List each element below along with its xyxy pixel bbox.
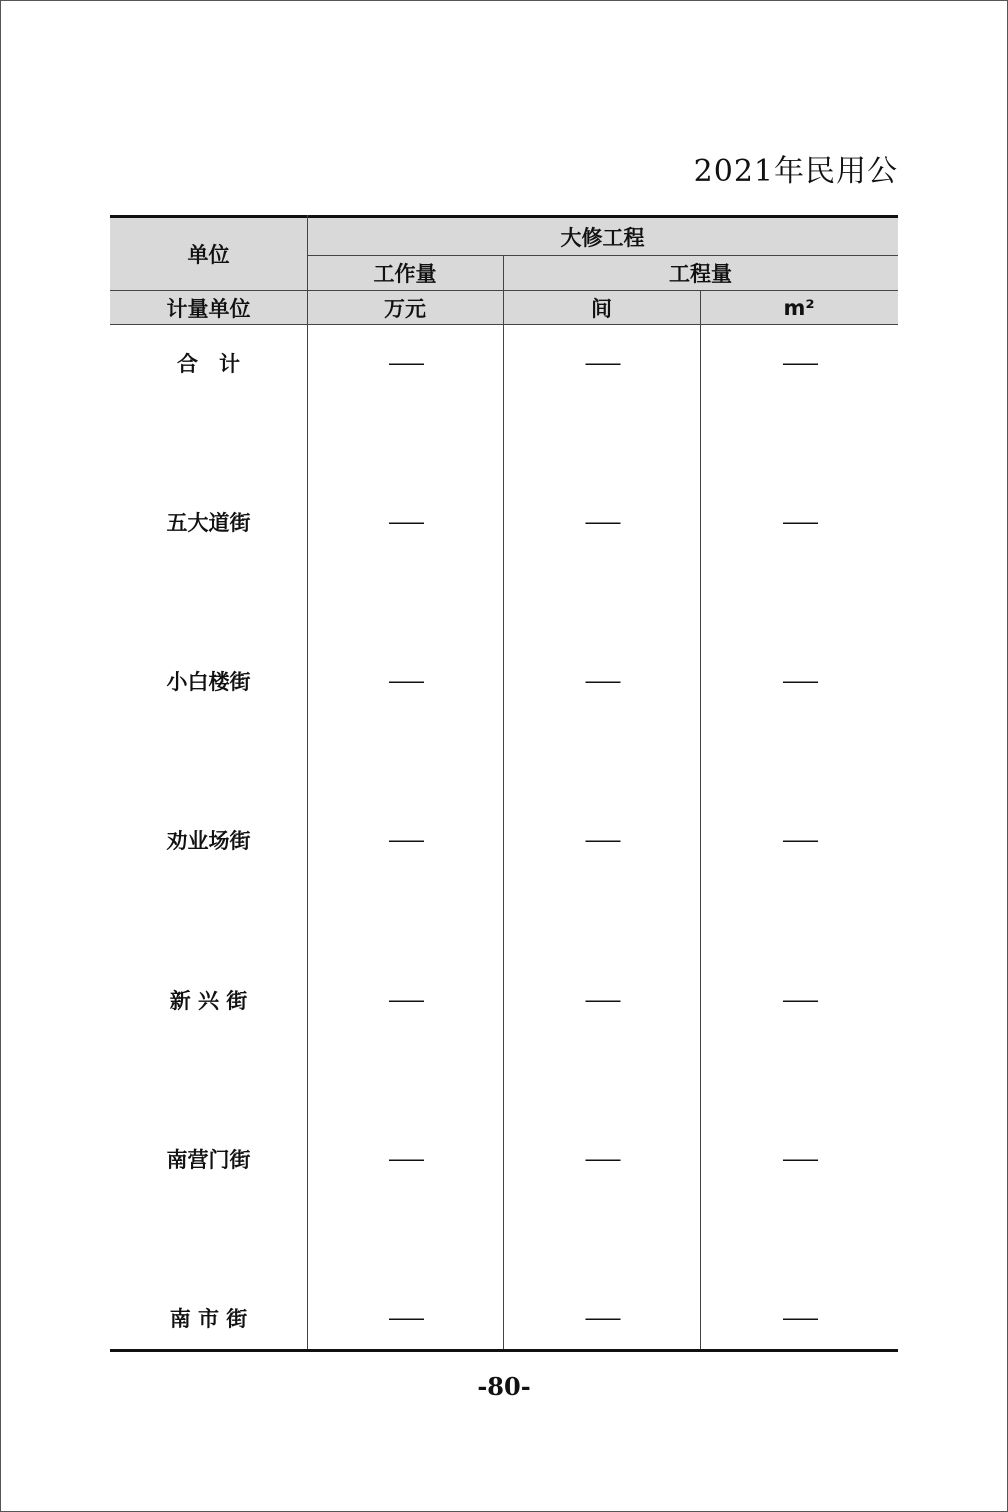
row-value: —— [782,1306,816,1330]
row-value: —— [584,828,619,852]
row-value: —— [584,510,619,534]
row-value: —— [782,1147,816,1171]
row-label: 劝业场街 [166,829,251,853]
row-value: —— [584,1306,619,1330]
header-measure-jian: 间 [591,296,612,321]
header-measure-wanyuan: 万元 [384,296,426,321]
row-value: —— [782,510,816,534]
row-value: —— [782,828,816,852]
row-label: 南 市 街 [169,1307,248,1331]
row-value: —— [388,669,422,693]
bottom-rule [110,1349,898,1352]
row-value: —— [584,351,619,375]
row-value: —— [388,1147,422,1171]
row-value: —— [388,988,422,1012]
header-measure-m2: m² [783,295,815,320]
row-label: 新 兴 街 [169,989,248,1013]
row-label: 南营门街 [166,1148,251,1172]
column-divider-2 [503,255,504,1349]
header-unit: 单位 [187,243,230,267]
row-value: —— [584,988,619,1012]
row-label: 五大道街 [166,511,251,535]
row-label: 合 计 [177,352,240,376]
row-value: —— [782,988,816,1012]
header-measure-unit: 计量单位 [166,296,251,321]
page-number: -80- [477,1372,531,1401]
page-title: 2021年民用公 [693,154,898,189]
row-value: —— [782,351,816,375]
header-workload: 工作量 [373,262,437,286]
row-value: —— [782,669,816,693]
row-label: 小白楼街 [166,670,251,694]
header-line-3 [110,324,898,325]
row-value: —— [388,828,422,852]
row-value: —— [388,1306,422,1330]
row-value: —— [584,669,619,693]
row-value: —— [388,510,422,534]
row-value: —— [388,351,422,375]
header-engineering-quantity: 工程量 [669,262,732,286]
header-major-repair: 大修工程 [560,225,645,250]
data-table [110,215,898,1352]
row-value: —— [584,1147,619,1171]
